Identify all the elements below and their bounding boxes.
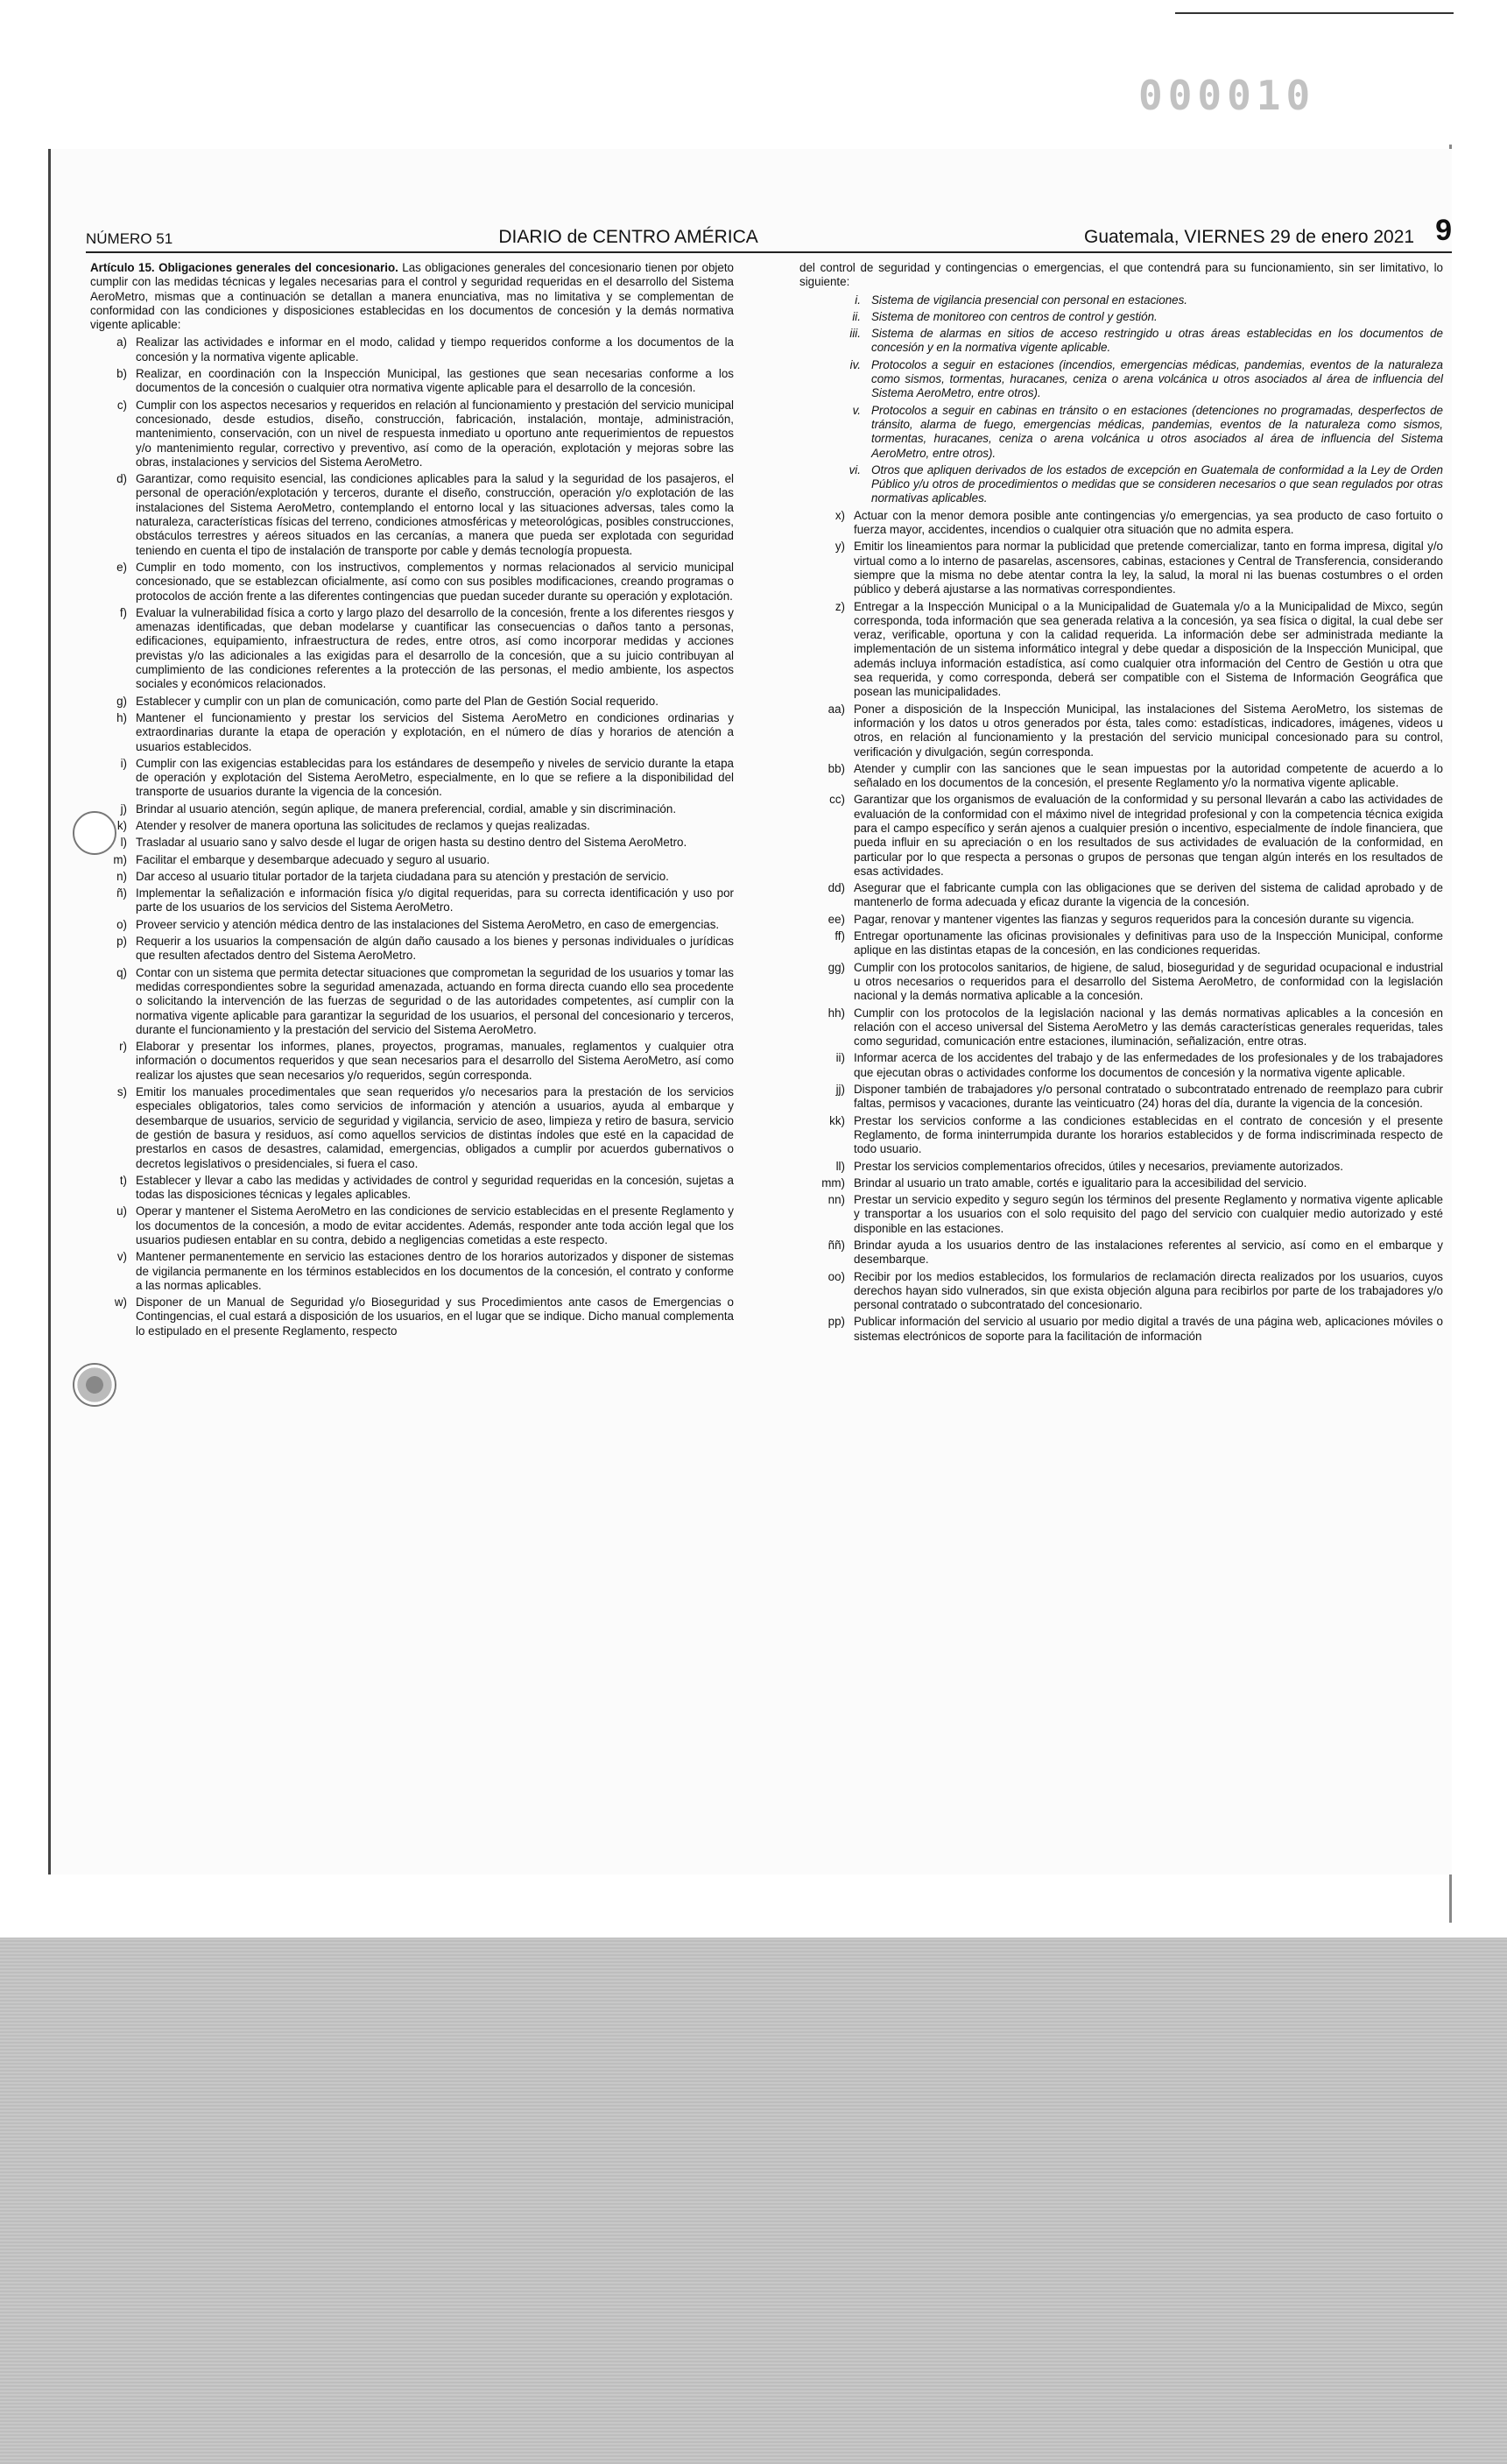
list-item bbox=[90, 1174, 734, 1203]
page-stamp: 000010 bbox=[1138, 72, 1316, 119]
item-label: v. bbox=[852, 403, 861, 417]
list-item bbox=[90, 966, 734, 1037]
item-label: f) bbox=[119, 605, 127, 619]
item-label: ee) bbox=[827, 912, 845, 926]
roman-item bbox=[799, 404, 1443, 461]
item-label: jj) bbox=[835, 1083, 845, 1097]
item-label: gg) bbox=[827, 960, 845, 974]
item-text: Trasladar al usuario sano y salvo desde el lugar de origen hasta su destino dentro del Sistema AeroMetro. bbox=[136, 836, 687, 850]
item-label: j) bbox=[120, 801, 127, 815]
page-number: 9 bbox=[1435, 214, 1452, 247]
list-item bbox=[90, 1085, 734, 1171]
item-text: Cumplir con los aspectos necesarios y requeridos en relación al funcionamiento y prestación del servicio municipal concesionado, desde estudios, diseño, construcción, fabricación, instalación, montaje, administración, mantenimiento, conservación, con un nivel de respuesta inmediato u oportuno ante requerimientos de repuestos y/o mantenimiento regular, correctivo y preventivo, así como de la operación, explotación y mejoras sobre las obras, instalaciones y servicios del Sistema AeroMetro. bbox=[136, 398, 734, 469]
item-label: b) bbox=[116, 367, 127, 381]
scan-gray-area bbox=[0, 1938, 1507, 2464]
article-lead bbox=[90, 261, 734, 332]
list-item bbox=[799, 1114, 1443, 1157]
item-text: Facilitar el embarque y desembarque adecuado y seguro al usuario. bbox=[136, 852, 490, 866]
item-label: ff) bbox=[834, 929, 845, 943]
list-item bbox=[90, 1250, 734, 1293]
right-lead: del control de seguridad y contingencias o emergencias, el que contendrá para su funcionamiento, sin ser limitativo, lo siguiente: bbox=[799, 261, 1443, 289]
item-text: Mantener el funcionamiento y prestar los servicios del Sistema AeroMetro en condiciones ordinarias y extraordinarias durante la etapa de operación y explotación, en el número de días y horarios de atención a usuarios establecidos. bbox=[136, 710, 734, 753]
item-label: z) bbox=[834, 599, 845, 613]
left-obligation-list bbox=[90, 335, 734, 1338]
item-label: i) bbox=[120, 756, 127, 770]
item-text: Realizar las actividades e informar en el modo, calidad y tiempo requeridos conforme a los documentos de la concesión y la normativa vigente aplicable. bbox=[136, 335, 734, 364]
item-label: u) bbox=[116, 1204, 127, 1218]
list-item bbox=[799, 793, 1443, 879]
roman-item bbox=[799, 310, 1443, 324]
item-text: Emitir los lineamientos para normar la publicidad que pretende comercializar, tanto en forma impresa, digital y/o virtual como a lo interno de pasarelas, ascensores, cabinas, estaciones y Central de Transferencia, considerando siempre que la misma no debe atentar contra la ley, la salud, la moral ni las buenas costumbres o el orden público y deberá ajustarse a las normativas correspondientes. bbox=[854, 540, 1443, 597]
item-text: Operar y mantener el Sistema AeroMetro en las condiciones de servicio establecidas en el presente Reglamento y los documentos de la concesión, a modo de evitar accidentes. Además, responder ante toda acción legal que los usuarios pudiesen entablar en su contra, debido a negligencias cometidas a este respecto. bbox=[136, 1204, 734, 1246]
item-text: Poner a disposición de la Inspección Municipal, las instalaciones del Sistema AeroMetro, los sistemas de información y los datos u otros generados por ésta, tales como: estadísticas, indicadores, imágenes, videos u otros, en relación al funcionamiento y la prestación del servicio municipal concesionado para su control, verificación y divulgación, según corresponda. bbox=[854, 702, 1443, 759]
item-text: Entregar a la Inspección Municipal o a la Municipalidad de Guatemala y/o a la Municipalidad de Mixco, según corresponda, toda información que sea generada relativa a la concesión, ya sea física o digital, la cual debe ser veraz, verificable, oportuna y con la calidad requerida. La información debe ser administrada mediante la implementación de un sistema informático integral y debe quedar a disposición de la Inspección Municipal, que además incluya información estadística, así como cualquier otra información del Centro de Gestión u otra que sea requerida, y como corresponda, deberá ser compatible con el Sistema de Información Geográfica que posean las municipalidades. bbox=[854, 599, 1443, 699]
list-item bbox=[799, 913, 1443, 927]
item-label: vi. bbox=[849, 462, 861, 477]
item-label: h) bbox=[116, 710, 127, 724]
item-text: Pagar, renovar y mantener vigentes las fianzas y seguros requeridos para la concesión durante su vigencia. bbox=[854, 912, 1415, 926]
list-item bbox=[799, 961, 1443, 1004]
article-heading: Artículo 15. Obligaciones generales del concesionario. bbox=[90, 261, 398, 274]
item-label: hh) bbox=[827, 1006, 845, 1020]
item-text: Sistema de vigilancia presencial con personal en estaciones. bbox=[871, 293, 1188, 307]
list-item bbox=[90, 711, 734, 754]
roman-item bbox=[799, 293, 1443, 307]
list-item bbox=[90, 935, 734, 964]
list-item bbox=[90, 853, 734, 867]
item-label: i. bbox=[855, 293, 861, 307]
item-label: ññ) bbox=[827, 1239, 845, 1252]
item-label: p) bbox=[116, 935, 127, 949]
item-text: Disponer de un Manual de Seguridad y/o Bioseguridad y sus Procedimientos ante casos de Emergencias o Contingencias, el cual estará a disposición de los usuarios, en el lugar que se indique. Dicho manual complementa lo estipulado en el presente Reglamento, respecto bbox=[136, 1296, 734, 1338]
item-text: Otros que apliquen derivados de los estados de excepción en Guatemala de conformidad a la Ley de Orden Público y/u otros de procedimientos o medidas que se consideren necesarios o que sean regulados por otras normativas aplicables. bbox=[871, 462, 1443, 505]
list-item bbox=[90, 1040, 734, 1083]
list-item bbox=[90, 399, 734, 470]
list-item bbox=[799, 1176, 1443, 1190]
item-text: Elaborar y presentar los informes, planes, proyectos, programas, manuales, reglamentos y cualquier otra información o documentos requeridos y que sean necesarios para el desarrollo del Sistema AeroMetro, así como realizar los ajustes que sean necesarios y/o requeridos, según corresponda. bbox=[136, 1040, 734, 1082]
list-item bbox=[90, 836, 734, 850]
roman-item bbox=[799, 358, 1443, 401]
item-text: Establecer y cumplir con un plan de comunicación, como parte del Plan de Gestión Social requerido. bbox=[136, 694, 658, 708]
item-label: mm) bbox=[821, 1176, 845, 1190]
item-label: y) bbox=[834, 540, 845, 554]
item-text: Brindar al usuario atención, según aplique, de manera preferencial, cordial, amable y sin discriminación. bbox=[136, 801, 677, 815]
list-item bbox=[799, 702, 1443, 759]
item-label: ii) bbox=[835, 1051, 845, 1065]
list-item bbox=[90, 472, 734, 558]
item-text: Entregar oportunamente las oficinas provisionales y definitivas para uso de la Inspección Municipal, conforme aplique en las distintas etapas de la concesión, en las condiciones requeridas. bbox=[854, 929, 1443, 957]
item-label: w) bbox=[114, 1296, 127, 1310]
item-text: Prestar los servicios conforme a las condiciones establecidas en el contrato de concesión y el presente Reglamento, de forma ininterrumpida durante los horarios establecidos y de forma indiscriminada respecto de todo usuario. bbox=[854, 1113, 1443, 1156]
item-text: Garantizar que los organismos de evaluación de la conformidad y su personal llevarán a cabo las actividades de evaluación de la conformidad con el máximo nivel de integridad profesional y con la competencia técnica exigida para el campo específico y serán ajenos a cualquier presión o incentivo, especialmente de índole financiera, que pueda influir en su apreciación o en los resultados de sus actividades de evaluación de la conformidad, en particular por lo que respecta a personas o grupos de personas que tengan algún interés en los resultados de esas actividades. bbox=[854, 793, 1443, 878]
item-label: ii. bbox=[852, 309, 861, 323]
item-text: Realizar, en coordinación con la Inspección Municipal, las gestiones que sean necesarias conforme a los documentos de la concesión o cualquier otra normativa vigente aplicable para el desarrollo de la concesión. bbox=[136, 367, 734, 395]
item-text: Evaluar la vulnerabilidad física a corto y largo plazo del desarrollo de la concesión, frente a los diferentes riesgos y amenazas identificadas, que deban modelarse y cuantificar las consecuencias o daños tanto a personas, edificaciones, equipamiento, infraestructura de redes, entre otros, así como incorporar medidas y acciones previstas y/o las adicionales a las exigidas para el desarrollo de la concesión, que a su juicio contribuyan al cumplimiento de las condiciones referentes a la protección de las personas, el medio ambiente, los aspectos sociales y económicos relacionados. bbox=[136, 605, 734, 691]
list-item bbox=[90, 886, 734, 915]
item-text: Cumplir en todo momento, con los instructivos, complementos y normas relacionados al servicio municipal concesionado, que se establezcan oficialmente, así como con sus posibles modificaciones, creando programas o protocolos de acción frente a las diferentes contingencias que puedan suceder durante su operación y explotación. bbox=[136, 560, 734, 603]
item-label: l) bbox=[120, 836, 127, 850]
list-item bbox=[799, 600, 1443, 700]
item-label: cc) bbox=[829, 793, 845, 807]
item-label: ñ) bbox=[116, 886, 127, 900]
item-text: Sistema de monitoreo con centros de control y gestión. bbox=[871, 309, 1158, 323]
list-item bbox=[90, 1204, 734, 1247]
item-text: Dar acceso al usuario titular portador de la tarjeta ciudadana para su atención y prestación de servicio. bbox=[136, 869, 669, 883]
list-item bbox=[799, 881, 1443, 910]
article-intro: Las obligaciones generales del concesionario tienen por objeto cumplir con las medidas técnicas y legales necesarias para el control y seguridad requeridas en el desarrollo del Sistema AeroMetro, mismas que a continuación se detallan a manera enunciativa, mas no limitativa y se complementan de conformidad con las condiciones y disposiciones establecidas en los documentos de concesión y la demás normativa vigente aplicable: bbox=[90, 261, 734, 332]
item-text: Prestar los servicios complementarios ofrecidos, útiles y necesarios, previamente autorizados. bbox=[854, 1159, 1343, 1173]
item-text: Proveer servicio y atención médica dentro de las instalaciones del Sistema AeroMetro, en caso de emergencias. bbox=[136, 917, 720, 931]
item-label: pp) bbox=[827, 1315, 845, 1329]
right-obligation-list bbox=[799, 509, 1443, 1344]
item-text: Atender y cumplir con las sanciones que le sean impuestas por la autoridad competente de acuerdo a lo señalado en los documentos de la concesión, el presente Reglamento y/o la normativa vigente aplicable. bbox=[854, 761, 1443, 790]
list-item bbox=[799, 1160, 1443, 1174]
item-label: g) bbox=[116, 694, 127, 708]
item-label: aa) bbox=[827, 702, 845, 716]
item-label: a) bbox=[116, 335, 127, 349]
item-text: Informar acerca de los accidentes del trabajo y de las enfermedades de los profesionales y de los trabajadores que ejecutan obras o actividades conforme los documentos de concesión y la normativa vigente aplicable. bbox=[854, 1051, 1443, 1079]
item-text: Sistema de alarmas en sitios de acceso restringido u otras áreas establecidas en los documentos de concesión y en la normativa vigente aplicable. bbox=[871, 327, 1443, 355]
list-item bbox=[799, 1051, 1443, 1080]
item-label: v) bbox=[116, 1250, 127, 1264]
item-text: Prestar un servicio expedito y seguro según los términos del presente Reglamento y normativa vigente aplicable y transportar a los usuarios con el solo requisito del pago del servicio con cualquier medio autorizado y esté disponible en las estaciones. bbox=[854, 1193, 1443, 1235]
top-rule bbox=[1175, 12, 1454, 14]
issue-number: NÚMERO 51 bbox=[86, 230, 173, 247]
list-item bbox=[90, 757, 734, 800]
item-label: dd) bbox=[827, 881, 845, 895]
list-item bbox=[90, 870, 734, 884]
item-text: Publicar información del servicio al usuario por medio digital a través de una página web, aplicaciones móviles o sistemas electrónicos de soporte para la facilitación de información bbox=[854, 1315, 1443, 1343]
list-item bbox=[90, 819, 734, 833]
list-item bbox=[799, 540, 1443, 597]
item-text: Protocolos a seguir en estaciones (incendios, emergencias médicas, pandemias, eventos de la naturaleza como sismos, tormentas, huracanes, ceniza o arena volcánica u otros asociados al área de influencia del Sistema AeroMetro, entre otros). bbox=[871, 357, 1443, 400]
item-label: q) bbox=[116, 965, 127, 979]
item-label: iii. bbox=[849, 327, 861, 341]
item-text: Brindar al usuario un trato amable, cortés e igualitario para la accesibilidad del servicio. bbox=[854, 1176, 1307, 1190]
left-column bbox=[90, 261, 734, 1341]
item-text: Contar con un sistema que permita detectar situaciones que comprometan la seguridad de los usuarios y tomar las medidas correspondientes sobre la seguridad amenazada, actuando en forma directa cuando ello sea procedente o solicitando la intervención de las fuerzas de seguridad o de las autoridades competentes, así cumplir con la normativa vigente aplicable para garantizar la seguridad de los usuarios, el personal del concesionario y terceros, durante el funcionamiento y la prestación del servicio del Sistema AeroMetro. bbox=[136, 965, 734, 1036]
list-item bbox=[799, 1270, 1443, 1313]
list-item bbox=[799, 1315, 1443, 1344]
item-text: Cumplir con los protocolos sanitarios, de higiene, de salud, bioseguridad y de seguridad ocupacional e industrial u otros necesarios o requeridos para el desarrollo del Sistema AeroMetro, de conformidad con la legislación nacional y la demás normativa aplicable a la concesión. bbox=[854, 960, 1443, 1003]
item-label: d) bbox=[116, 472, 127, 486]
item-text: Disponer también de trabajadores y/o personal contratado o subcontratado entrenado de reemplazo para cubrir faltas, permisos y vacaciones, durante las veinticuatro (24) horas del día, durante la vigencia de la concesión. bbox=[854, 1083, 1443, 1111]
item-label: o) bbox=[116, 917, 127, 931]
newspaper-page bbox=[48, 149, 1452, 1874]
item-label: x) bbox=[834, 508, 845, 522]
item-text: Recibir por los medios establecidos, los formularios de reclamación directa realizados por los usuarios, cuyos derechos hayan sido vulnerados, sin que exista objeción alguna para recibirlos por parte de los trabajadores y/o personal contratado o subcontratado del concesionario. bbox=[854, 1269, 1443, 1312]
list-item bbox=[799, 762, 1443, 791]
item-label: iv. bbox=[849, 357, 861, 371]
item-text: Brindar ayuda a los usuarios dentro de las instalaciones referentes al servicio, así como en el embarque y desembarque. bbox=[854, 1239, 1443, 1267]
item-label: ll) bbox=[835, 1159, 845, 1173]
item-label: t) bbox=[119, 1173, 127, 1187]
list-item bbox=[90, 606, 734, 692]
item-label: e) bbox=[116, 560, 127, 574]
punch-hole-icon bbox=[73, 1363, 116, 1407]
list-item bbox=[799, 1239, 1443, 1267]
list-item bbox=[90, 918, 734, 932]
item-label: bb) bbox=[827, 761, 845, 775]
item-text: Cumplir con las exigencias establecidas para los estándares de desempeño y niveles de servicio durante la etapa de operación y explotación del Sistema AeroMetro, especialmente, en lo que se refiere a la disponibilidad del transporte de usuarios durante la vigencia de la concesión. bbox=[136, 756, 734, 799]
item-text: Cumplir con los protocolos de la legislación nacional y las demás normativas aplicables a la concesión en relación con el acceso universal del Sistema AeroMetro y las demás características generales requeridas, tales como seguridad, comunicación entre estaciones, iluminación, señalización, entre otras. bbox=[854, 1006, 1443, 1048]
item-text: Establecer y llevar a cabo las medidas y actividades de control y seguridad requeridas en la concesión, sujetas a todas las disposiciones técnicas y legales aplicables. bbox=[136, 1173, 734, 1202]
item-label: nn) bbox=[827, 1193, 845, 1207]
list-item bbox=[799, 929, 1443, 958]
list-item bbox=[799, 509, 1443, 538]
item-text: Emitir los manuales procedimentales que sean requeridos y/o necesarios para la prestación de los servicios especiales obligatorios, tales como servicios de información y atención a usuarios, ayuda al embarque y desembarque de usuarios, servicio de seguridad y vigilancia, servicio de aseo, limpieza y retiro de basura, servicio de gestión de basura y residuos, así como aquellos servicios de distintas índoles que esté en la capacidad de prestarlos en casos de desastres, calamidad, emergencias, obligados a cumplir por acuerdos gubernativos o decretos legislativos o presidenciales, si fuera el caso. bbox=[136, 1085, 734, 1170]
page-header bbox=[86, 215, 1452, 253]
list-item bbox=[90, 335, 734, 364]
item-text: Garantizar, como requisito esencial, las condiciones aplicables para la salud y la seguridad de los pasajeros, el personal de operación/explotación y terceros, durante el diseño, construcción, operación y/o explotación de las instalaciones del Sistema AeroMetro, contemplando el entorno local y las situaciones adversas, tales como la naturaleza, características físicas del terreno, condiciones atmosféricas y meteorológicas, posibles construcciones, obstáculos terrestres y aéreos situados en las cercanías, a manera que pueda ser explotada con seguridad teniendo en cuenta el tipo de instalación de transporte por cable y demás tecnología propuesta. bbox=[136, 472, 734, 557]
header-right bbox=[1084, 214, 1452, 248]
issue-date: Guatemala, VIERNES 29 de enero 2021 bbox=[1083, 227, 1415, 247]
roman-item bbox=[799, 327, 1443, 356]
item-label: r) bbox=[119, 1040, 127, 1054]
item-label: oo) bbox=[827, 1269, 845, 1283]
item-label: kk) bbox=[829, 1113, 845, 1127]
item-label: n) bbox=[116, 869, 127, 883]
roman-list bbox=[799, 293, 1443, 506]
item-text: Atender y resolver de manera oportuna las solicitudes de reclamos y quejas realizadas. bbox=[136, 818, 590, 832]
item-text: Protocolos a seguir en cabinas en tránsito o en estaciones (detenciones no programadas, desperfectos de tránsito, alarma de fuego, emergencias médicas, pandemias, eventos de la naturaleza como sismos, tormentas, huracanes, ceniza o arena volcánica u otros asociados al área de influencia del Sistema AeroMetro, entre otros). bbox=[871, 403, 1443, 460]
right-column bbox=[799, 261, 1443, 1346]
item-label: m) bbox=[113, 852, 127, 866]
item-text: Actuar con la menor demora posible ante contingencias y/o emergencias, ya sea producto de caso fortuito o fuerza mayor, accidentes, incendios o cualquier otra situación que no admita espera. bbox=[854, 508, 1443, 537]
item-text: Mantener permanentemente en servicio las estaciones dentro de los horarios autorizados y disponer de sistemas de vigilancia permanente en los términos establecidos en los documentos de la concesión, el contrato y conforme a las normas aplicables. bbox=[136, 1250, 734, 1292]
list-item bbox=[90, 561, 734, 604]
article-columns bbox=[90, 261, 1443, 1864]
item-label: k) bbox=[116, 818, 127, 832]
item-label: c) bbox=[116, 398, 127, 412]
list-item bbox=[90, 1296, 734, 1338]
list-item bbox=[90, 695, 734, 709]
item-text: Implementar la señalización e información física y/o digital requeridas, para su correcta identificación y uso por parte de los usuarios de los servicios del Sistema AeroMetro. bbox=[136, 886, 734, 914]
list-item bbox=[799, 1006, 1443, 1049]
list-item bbox=[799, 1083, 1443, 1112]
item-text: Asegurar que el fabricante cumpla con las obligaciones que se deriven del sistema de calidad aprobado y de mantenerlo de forma adecuada y eficaz durante la vigencia de la concesión. bbox=[854, 881, 1443, 909]
list-item bbox=[799, 1193, 1443, 1236]
list-item bbox=[90, 802, 734, 816]
roman-item bbox=[799, 463, 1443, 506]
list-item bbox=[90, 367, 734, 396]
item-label: s) bbox=[116, 1085, 127, 1099]
newspaper-title: DIARIO de CENTRO AMÉRICA bbox=[498, 227, 758, 247]
item-text: Requerir a los usuarios la compensación de algún daño causado a los bienes y personas individuales o jurídicas que resulten afectados dentro del Sistema AeroMetro. bbox=[136, 935, 734, 963]
